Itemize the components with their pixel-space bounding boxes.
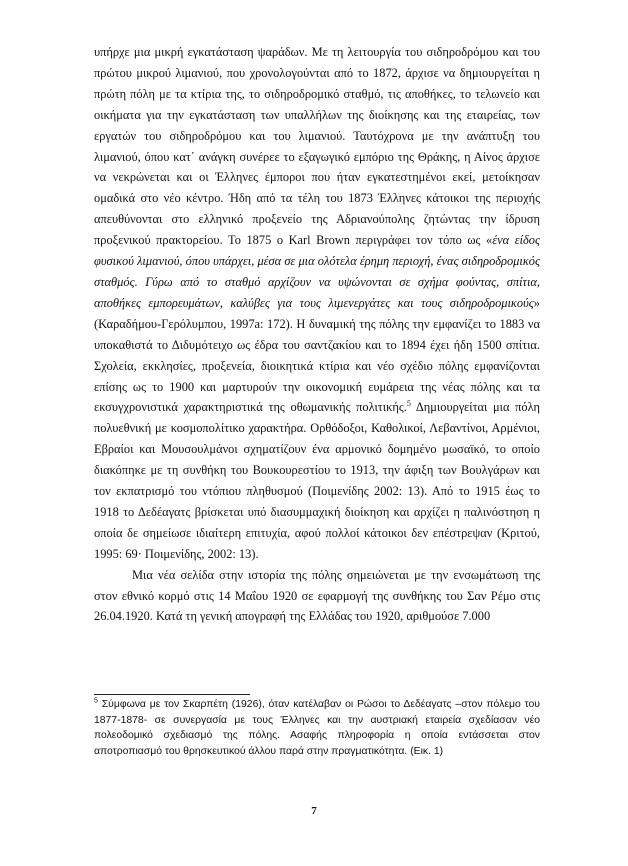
footnote-number: 5 xyxy=(94,697,98,705)
paragraph-indented xyxy=(94,565,540,628)
text-run: Δημιουργείται μια πόλη πολυεθνική με κοσμοπολίτικο χαρακτήρα. Ορθόδοξοι, Καθολικοί, Λεβαντίνοι, Αρμένιοι, Εβραίοι και Μουσουλμάνοι σχηματίζουν ένα αρμονικό δομημένο μωσαϊκό, το οποίο διακόπηκε με τη συνθήκη του Βουκουρεστίου το 1913, την άφιξη των Βουλγάρων και τον εκπατρισμό του ντόπιου πληθυσμού (Ποιμενίδης 2002: 13). Από το 1915 έως το 1918 το Δεδέαγατς βρίσκεται υπό διασυμμαχική διοίκηση και αρχίζει η παλινόστηση η οποία δε σημείωσε ιδιαίτερη επιτυχία, αφού πολλοί κάτοικοι δεν επέστρεψαν (Κριτού, 1995: 69· Ποιμενίδης, 2002: 13). xyxy=(94,400,541,561)
paragraph xyxy=(94,42,540,565)
footnote xyxy=(94,697,540,759)
italic-quote: ένα είδος φυσικού λιμανιού, όπου υπάρχει, μέσα σε μια ολότελα έρημη περιοχή, ένας σιδηροδρομικός σταθμός. Γύρω από το σταθμό αρχίζουν να υψώνονται σε σχήμα φούντας, σπίτια, αποθήκες εμπορευμάτων, καλύβες για τους λιμενεργάτες και τους σιδηροδρομικούς xyxy=(94,233,540,310)
text-run: υπήρχε μια μικρή εγκατάσταση ψαράδων. Με τη λειτουργία του σιδηροδρόμου και του πρώτου μικρού λιμανιού, που χρονολογούνται από το 1872, άρχισε να δημιουργείται η πρώτη πόλη με τα κτίρια της, το σιδηροδρομικό σταθμό, τις αποθήκες, το τελωνείο και οικήματα για την εγκατάσταση των υπαλλήλων της διοίκησης και της εταιρείας, των εργατών του σιδηροδρόμου και του λιμανιού. Ταυτόχρονα με την ανάπτυξη του λιμανιού, όπου κατ΄ ανάγκη συνέρεε το εξαγωγικό εμπόριο της Θράκης, η Αίνος άρχισε να νεκρώνεται και οι Έλληνες έμποροι που ήταν εγκατεστημένοι εκεί, μετοίκησαν ομαδικά στο νέο κέντρο. Ήδη από τα τέλη του 1873 Έλληνες κάτοικοι της περιοχής απευθύνονται στο ελληνικό προξενείο της Αδριανούπολης ζητώντας την ίδρυση προξενικού πρακτορείου. Το 1875 ο Karl Brown περιγράφει τον τόπο ως « xyxy=(94,45,540,248)
footnote-text: Σύμφωνα με τον Σκαρπέτη (1926), όταν κατέλαβαν οι Ρώσοι το Δεδέαγατς –στον πόλεμο του 1877-1878- σε συνεργασία με τους Έλληνες και την αυστριακή εταιρεία σχεδίασαν νέο πολεοδομικό σχεδιασμό της πόλης. Ασαφής πληροφορία η οποία εντάσσεται στον αποτροπιασμό του θρησκευτικού άλλου παρά στην πραγματικότητα. (Εικ. 1) xyxy=(94,699,540,757)
footnote-separator xyxy=(94,694,250,695)
text-run: » (Καραδήμου-Γερόλυμπου, 1997a: 172). Η δυναμική της πόλης την εμφανίζει το 1883 να υποκαθιστά το Διδυμότειχο ως έδρα του σαντζακίου και το 1894 έχει ήδη 1500 σπίτια. Σχολεία, εκκλησίες, προξενεία, διοικητικά κτίρια και νέο σχέδιο πόλης εμφανίζονται επίσης ως το 1900 και μαρτυρούν την οικονομική ευμάρεια της νέας πόλης και τα εκσυγχρονιστικά χαρακτηριστικά της οθωμανικής πολιτικής. xyxy=(94,295,540,415)
footnote-reference: 5 xyxy=(406,399,411,409)
page-number: 7 xyxy=(311,805,317,817)
text-run: Μια νέα σελίδα στην ιστορία της πόλης σημειώνεται με την ενσωμάτωση της στον εθνικό κορμό στις 14 Μαΐου 1920 σε εφαρμογή της συνθήκης του Σαν Ρέμο στις 26.04.1920. Κατά τη γενική απογραφή της Ελλάδας του 1920, αριθμούσε 7.000 xyxy=(94,567,540,624)
body-text xyxy=(94,42,540,627)
